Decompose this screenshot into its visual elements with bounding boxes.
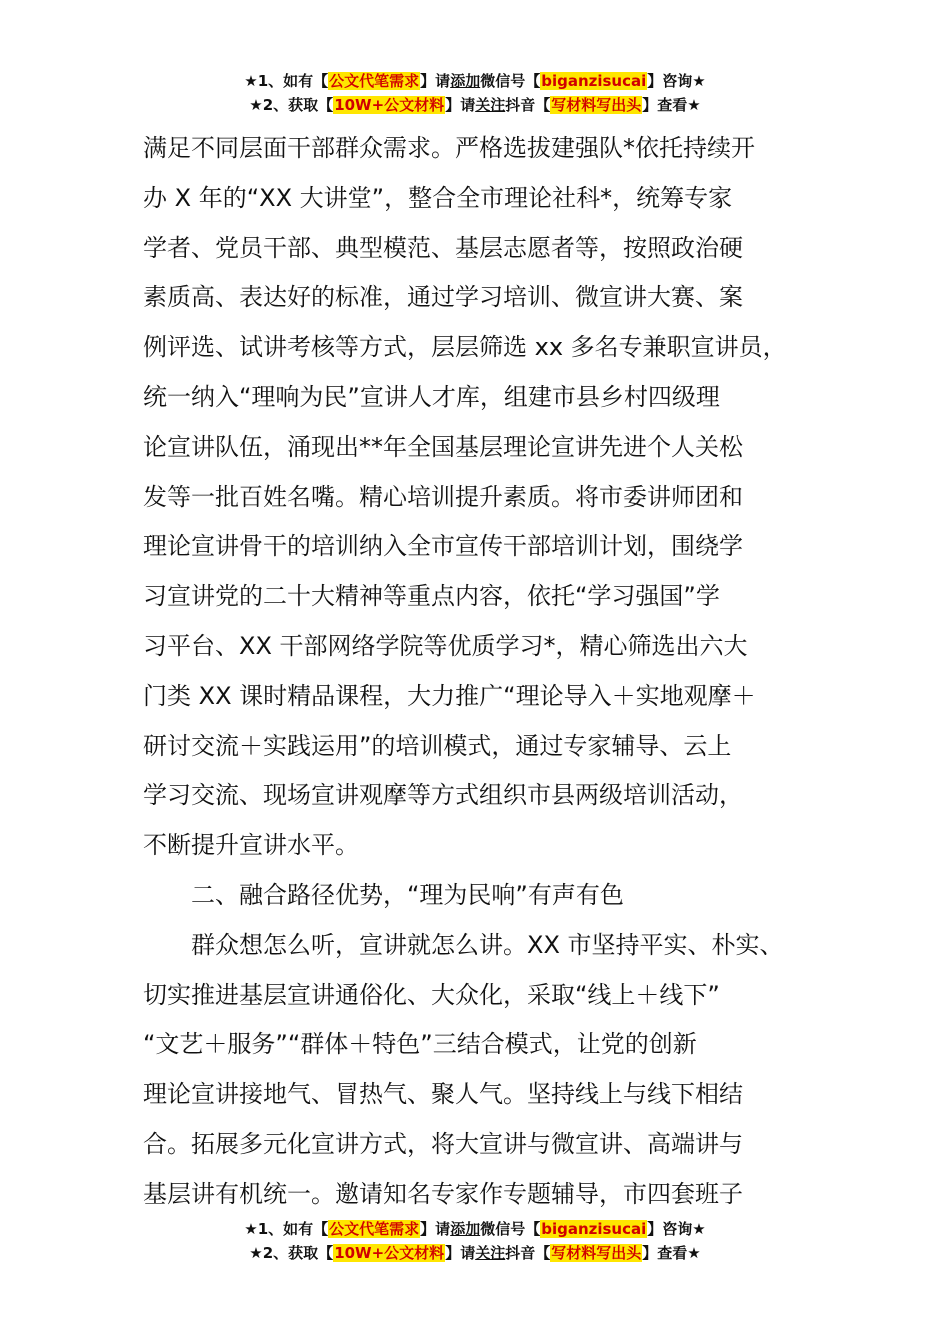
section-heading: 二、融合路径优势，“理为民响”有声有色 bbox=[191, 880, 624, 909]
body-line: 办 X 年的“XX 大讲堂”，整合全市理论社科*，统筹专家 bbox=[143, 183, 733, 212]
document-body bbox=[143, 124, 833, 1220]
footer-promo-banner bbox=[0, 1218, 950, 1266]
promo-line-2: ★2、获取【10W+公文材料】请关注抖音【写材料写出头】查看★ bbox=[249, 96, 701, 114]
body-line: 习平台、XX 干部网络学院等优质学习*，精心筛选出六大 bbox=[143, 631, 748, 660]
body-line: 满足不同层面干部群众需求。严格选拔建强队*依托持续开 bbox=[143, 134, 755, 162]
promo-highlight: 10W+公文材料 bbox=[334, 1244, 445, 1262]
promo-highlight-douyin: 写材料写出头 bbox=[551, 96, 642, 114]
body-line: 理论宣讲骨干的培训纳入全市宣传干部培训计划，围绕学 bbox=[143, 532, 743, 561]
body-line: 基层讲有机统一。邀请知名专家作专题辅导，市四套班子 bbox=[143, 1179, 743, 1208]
body-line: 合。拓展多元化宣讲方式，将大宣讲与微宣讲、高端讲与 bbox=[143, 1129, 743, 1158]
promo-line-1: ★1、如有【公文代笔需求】请添加微信号【biganzisucai】咨询★ bbox=[244, 72, 706, 90]
body-line: 例评选、试讲考核等方式，层层筛选 xx 多名专兼职宣讲员， bbox=[143, 333, 787, 362]
body-line: 门类 XX 课时精品课程，大力推广“理论导入＋实地观摩＋ bbox=[143, 681, 756, 710]
body-line: 论宣讲队伍，涌现出**年全国基层理论宣讲先进个人关松 bbox=[143, 432, 743, 461]
promo-line-2: ★2、获取【10W+公文材料】请关注抖音【写材料写出头】查看★ bbox=[249, 1244, 701, 1262]
body-line: “文艺＋服务”“群体＋特色”三结合模式，让党的创新 bbox=[143, 1030, 697, 1059]
body-line: 理论宣讲接地气、冒热气、聚人气。坚持线上与线下相结 bbox=[143, 1080, 743, 1109]
header-promo-banner bbox=[0, 70, 950, 118]
promo-highlight: 10W+公文材料 bbox=[334, 96, 445, 114]
body-line: 统一纳入“理响为民”宣讲人才库，组建市县乡村四级理 bbox=[143, 382, 720, 411]
body-line: 发等一批百姓名嘴。精心培训提升素质。将市委讲师团和 bbox=[143, 482, 743, 511]
body-line: 学习交流、现场宣讲观摩等方式组织市县两级培训活动， bbox=[143, 781, 743, 810]
body-line: 不断提升宣讲水平。 bbox=[143, 831, 359, 860]
body-line: 学者、党员干部、典型模范、基层志愿者等，按照政治硬 bbox=[143, 233, 743, 262]
promo-highlight-wechat: biganzisucai bbox=[541, 72, 647, 90]
body-line: 群众想怎么听，宣讲就怎么讲。XX 市坚持平实、朴实、 bbox=[191, 930, 784, 959]
promo-highlight: 公文代笔需求 bbox=[329, 72, 420, 90]
body-line: 习宣讲党的二十大精神等重点内容，依托“学习强国”学 bbox=[143, 582, 720, 611]
promo-line-1: ★1、如有【公文代笔需求】请添加微信号【biganzisucai】咨询★ bbox=[244, 1220, 706, 1238]
promo-highlight: 公文代笔需求 bbox=[329, 1220, 420, 1238]
body-line: 素质高、表达好的标准，通过学习培训、微宣讲大赛、案 bbox=[143, 283, 743, 312]
body-line: 研讨交流＋实践运用”的培训模式，通过专家辅导、云上 bbox=[143, 731, 732, 760]
promo-highlight-douyin: 写材料写出头 bbox=[551, 1244, 642, 1262]
promo-highlight-wechat: biganzisucai bbox=[541, 1220, 647, 1238]
body-line: 切实推进基层宣讲通俗化、大众化，采取“线上＋线下” bbox=[143, 980, 720, 1009]
